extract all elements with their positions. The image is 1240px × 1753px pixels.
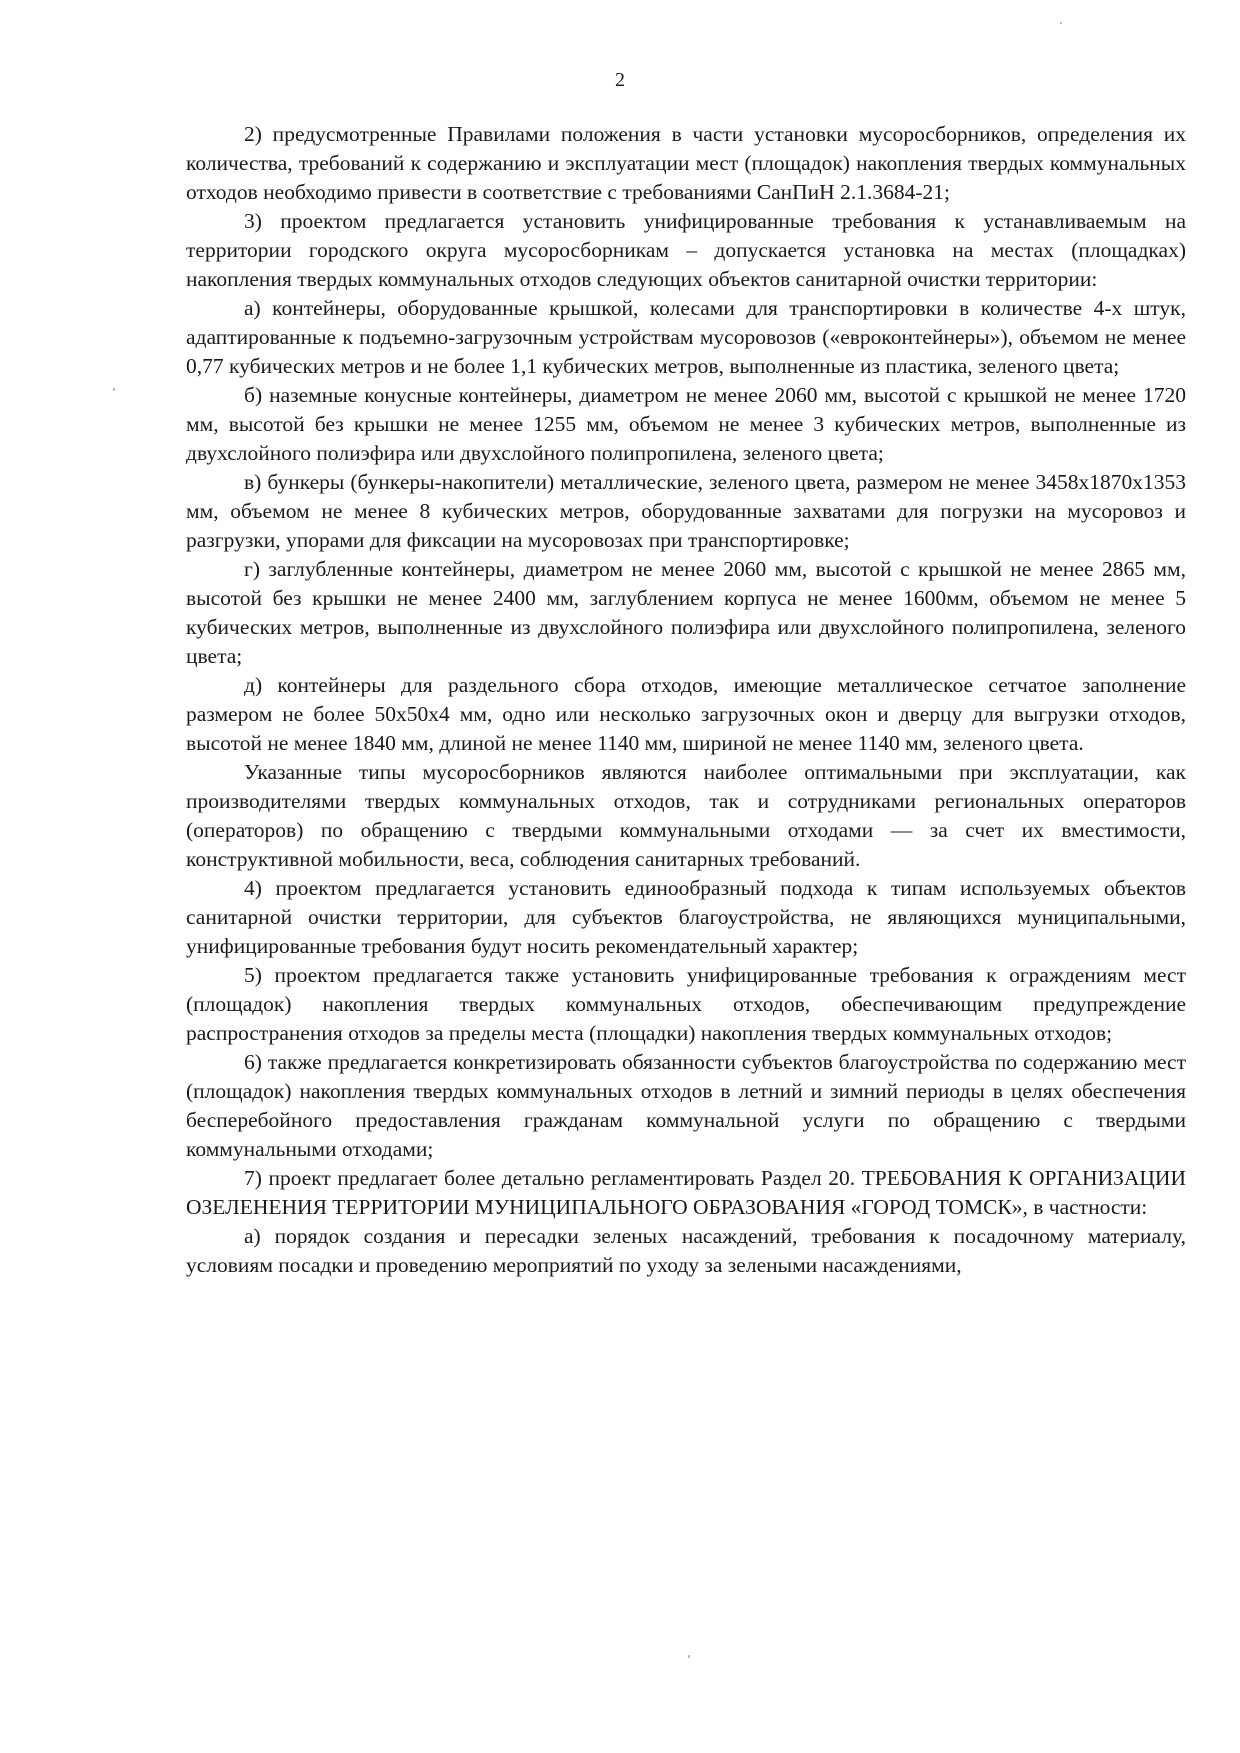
- scan-dot-top-right: [1060, 22, 1062, 24]
- paragraph-item-2: 2) предусмотренные Правилами положения в части установки мусоросборников, определения их количества, требований к содержанию и эксплуатации мест (площадок) накопления твердых коммунальных отходов необходимо привести в соответствие с требованиями СанПиН 2.1.3684-21;: [186, 122, 1186, 204]
- paragraph-item-4: 4) проектом предлагается установить единообразный подхода к типам используемых объектов санитарной очистки территории, для субъектов благоустройства, не являющихся муниципальными, унифицированные требования будут носить рекомендательный характер;: [186, 876, 1186, 958]
- paragraph-item-6: 6) также предлагается конкретизировать обязанности субъектов благоустройства по содержанию мест (площадок) накопления твердых коммунальных отходов в летний и зимний периоды в целях обеспечения бесперебойного предоставления гражданам коммунальной услуги по обращению с твердыми коммунальными отходами;: [186, 1050, 1186, 1161]
- paragraph-container-types-summary: Указанные типы мусоросборников являются наиболее оптимальными при эксплуатации, как производителями твердых коммунальных отходов, так и сотрудниками региональных операторов (операторов) по обращению с твердыми коммунальными отходами — за счет их вместимости, конструктивной мобильности, веса, соблюдения санитарных требований.: [186, 760, 1186, 871]
- scan-dot-left-margin: [113, 388, 115, 391]
- paragraph-subitem-b-cone-containers: б) наземные конусные контейнеры, диаметром не менее 2060 мм, высотой с крышкой не менее 1720 мм, высотой без крышки не менее 1255 мм, объемом не менее 3 кубических метров, выполненные из двухслойного полиэфира или двухслойного полипропилена, зеленого цвета;: [186, 383, 1186, 465]
- document-body: [186, 120, 1186, 1280]
- scan-dot-bottom: [688, 1655, 690, 1658]
- page-number: 2: [615, 69, 625, 91]
- paragraph-item-7: 7) проект предлагает более детально регламентировать Раздел 20. ТРЕБОВАНИЯ К ОРГАНИЗАЦИИ ОЗЕЛЕНЕНИЯ ТЕРРИТОРИИ МУНИЦИПАЛЬНОГО ОБРАЗОВАНИЯ «ГОРОД ТОМСК», в частности:: [186, 1166, 1186, 1219]
- paragraph-subitem-a-eurocontainers: а) контейнеры, оборудованные крышкой, колесами для транспортировки в количестве 4-х штук, адаптированные к подъемно-загрузочным устройствам мусоровозов («евроконтейнеры»), объемом не менее 0,77 кубических метров и не более 1,1 кубических метров, выполненные из пластика, зеленого цвета;: [186, 296, 1186, 378]
- paragraph-item-5: 5) проектом предлагается также установить унифицированные требования к ограждениям мест (площадок) накопления твердых коммунальных отходов, обеспечивающим предупреждение распространения отходов за пределы места (площадки) накопления твердых коммунальных отходов;: [186, 963, 1186, 1045]
- paragraph-item-7-subitem-a: а) порядок создания и пересадки зеленых насаждений, требования к посадочному материалу, условиям посадки и проведению мероприятий по уходу за зелеными насаждениями,: [186, 1224, 1186, 1277]
- paragraph-subitem-v-bunkers: в) бункеры (бункеры-накопители) металлические, зеленого цвета, размером не менее 3458х1870х1353 мм, объемом не менее 8 кубических метров, оборудованные захватами для погрузки на мусоровоз и разгрузки, упорами для фиксации на мусоровозах при транспортировке;: [186, 470, 1186, 552]
- paragraph-subitem-d-separate-collection: д) контейнеры для раздельного сбора отходов, имеющие металлическое сетчатое заполнение размером не более 50х50х4 мм, одно или несколько загрузочных окон и дверцу для выгрузки отходов, высотой не менее 1840 мм, длиной не менее 1140 мм, шириной не менее 1140 мм, зеленого цвета.: [186, 673, 1186, 755]
- paragraph-subitem-g-underground-containers: г) заглубленные контейнеры, диаметром не менее 2060 мм, высотой с крышкой не менее 2865 мм, высотой без крышки не менее 2400 мм, заглублением корпуса не менее 1600мм, объемом не менее 5 кубических метров, выполненные из двухслойного полиэфира или двухслойного полипропилена, зеленого цвета;: [186, 557, 1186, 668]
- paragraph-item-3: 3) проектом предлагается установить унифицированные требования к устанавливаемым на территории городского округа мусоросборникам – допускается установка на местах (площадках) накопления твердых коммунальных отходов следующих объектов санитарной очистки территории:: [186, 209, 1186, 291]
